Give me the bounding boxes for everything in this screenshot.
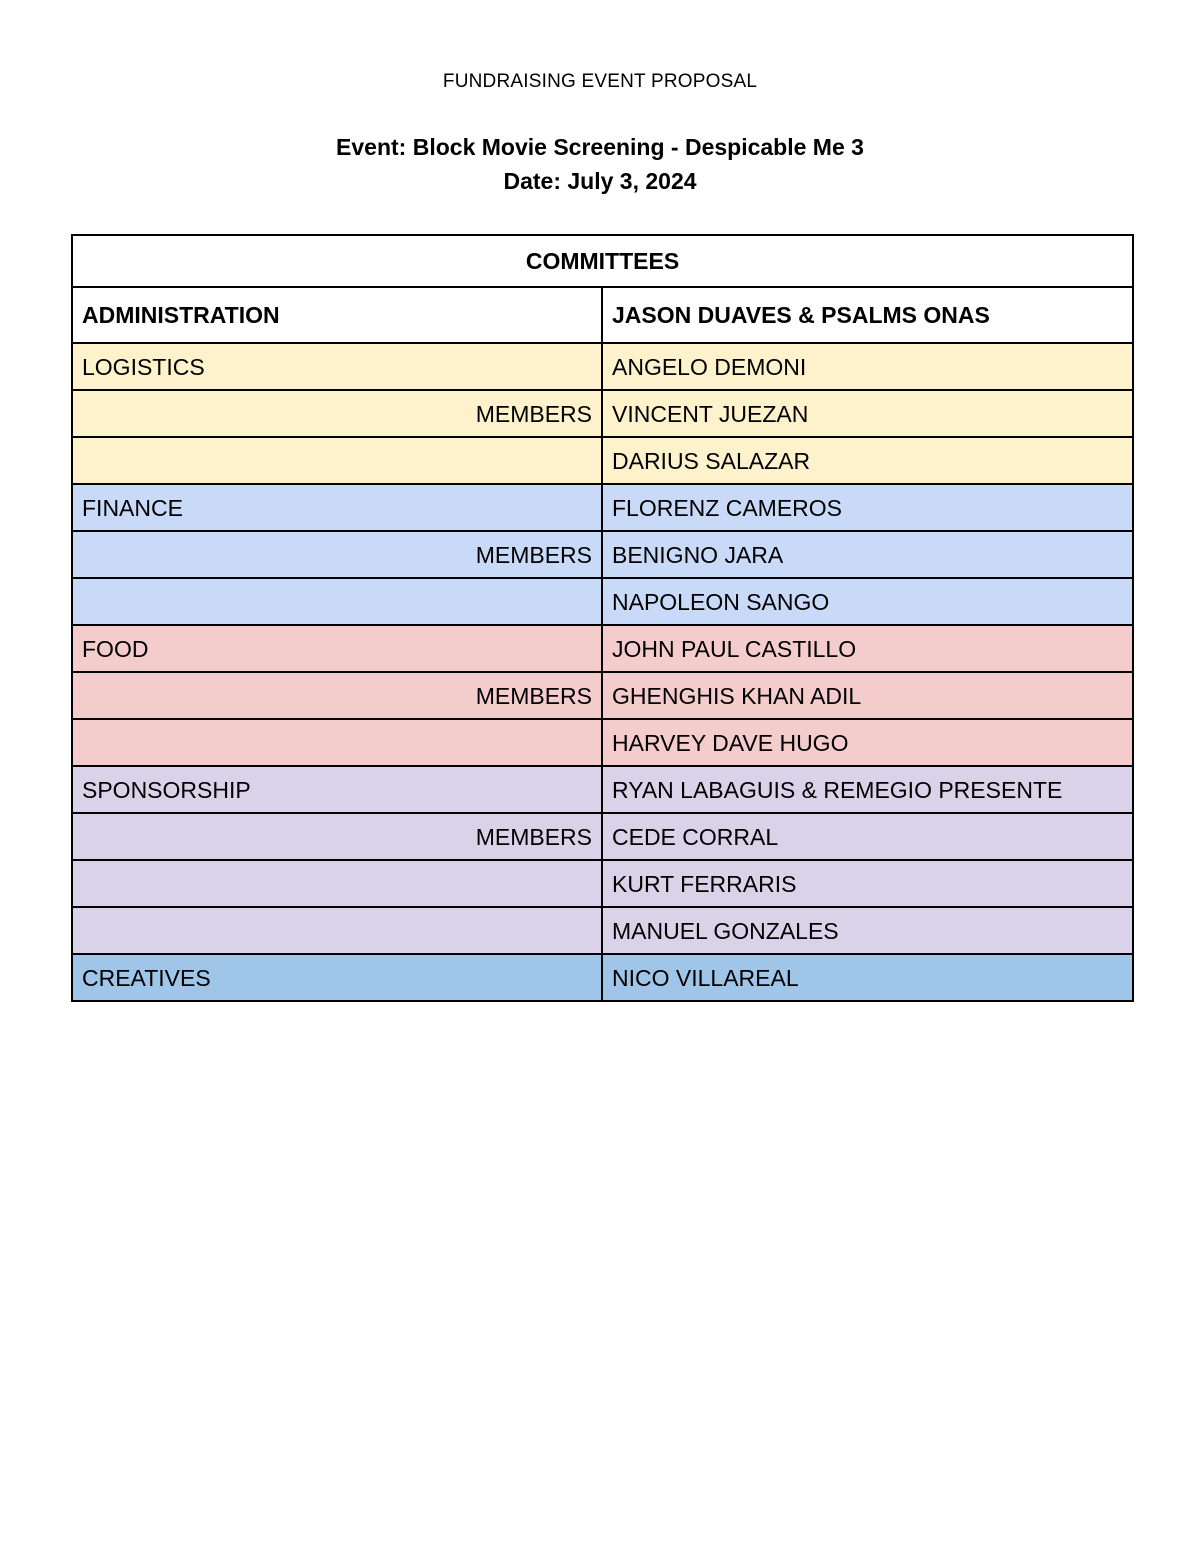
empty-cell [72, 860, 602, 907]
member-name: HARVEY DAVE HUGO [602, 719, 1133, 766]
empty-cell [72, 437, 602, 484]
table-row-sponsorship-head [72, 766, 1133, 813]
member-name: BENIGNO JARA [602, 531, 1133, 578]
committee-name: CREATIVES [72, 954, 602, 1001]
members-label: MEMBERS [72, 390, 602, 437]
member-name: MANUEL GONZALES [602, 907, 1133, 954]
table-row [72, 578, 1133, 625]
table-row [72, 672, 1133, 719]
member-name: VINCENT JUEZAN [602, 390, 1133, 437]
empty-cell [72, 719, 602, 766]
table-row-logistics-head [72, 343, 1133, 390]
committees-header: COMMITTEES [72, 235, 1133, 287]
administration-row [72, 287, 1133, 343]
empty-cell [72, 907, 602, 954]
event-title: Event: Block Movie Screening - Despicable Me 3 [336, 134, 864, 160]
table-row-finance-head [72, 484, 1133, 531]
committee-head: FLORENZ CAMEROS [602, 484, 1133, 531]
table-row [72, 907, 1133, 954]
committee-head: JOHN PAUL CASTILLO [602, 625, 1133, 672]
table-header-row [72, 235, 1133, 287]
member-name: CEDE CORRAL [602, 813, 1133, 860]
committee-name: LOGISTICS [72, 343, 602, 390]
administration-label: ADMINISTRATION [72, 287, 602, 343]
committee-head: RYAN LABAGUIS & REMEGIO PRESENTE [602, 766, 1133, 813]
committee-head: ANGELO DEMONI [602, 343, 1133, 390]
empty-cell [72, 578, 602, 625]
table-row [72, 390, 1133, 437]
event-date: Date: July 3, 2024 [503, 168, 697, 194]
table-row [72, 531, 1133, 578]
members-label: MEMBERS [72, 672, 602, 719]
administration-value: JASON DUAVES & PSALMS ONAS [602, 287, 1133, 343]
table-row [72, 813, 1133, 860]
member-name: GHENGHIS KHAN ADIL [602, 672, 1133, 719]
table-row [72, 860, 1133, 907]
proposal-title: FUNDRAISING EVENT PROPOSAL [442, 71, 758, 92]
member-name: KURT FERRARIS [602, 860, 1133, 907]
members-label: MEMBERS [72, 531, 602, 578]
committee-head: NICO VILLAREAL [602, 954, 1133, 1001]
member-name: DARIUS SALAZAR [602, 437, 1133, 484]
table-row-creatives-head [72, 954, 1133, 1001]
members-label: MEMBERS [72, 813, 602, 860]
committee-name: FINANCE [72, 484, 602, 531]
table-row [72, 437, 1133, 484]
committee-name: FOOD [72, 625, 602, 672]
committees-table [71, 234, 1134, 1002]
committee-name: SPONSORSHIP [72, 766, 602, 813]
table-row [72, 719, 1133, 766]
table-row-food-head [72, 625, 1133, 672]
member-name: NAPOLEON SANGO [602, 578, 1133, 625]
